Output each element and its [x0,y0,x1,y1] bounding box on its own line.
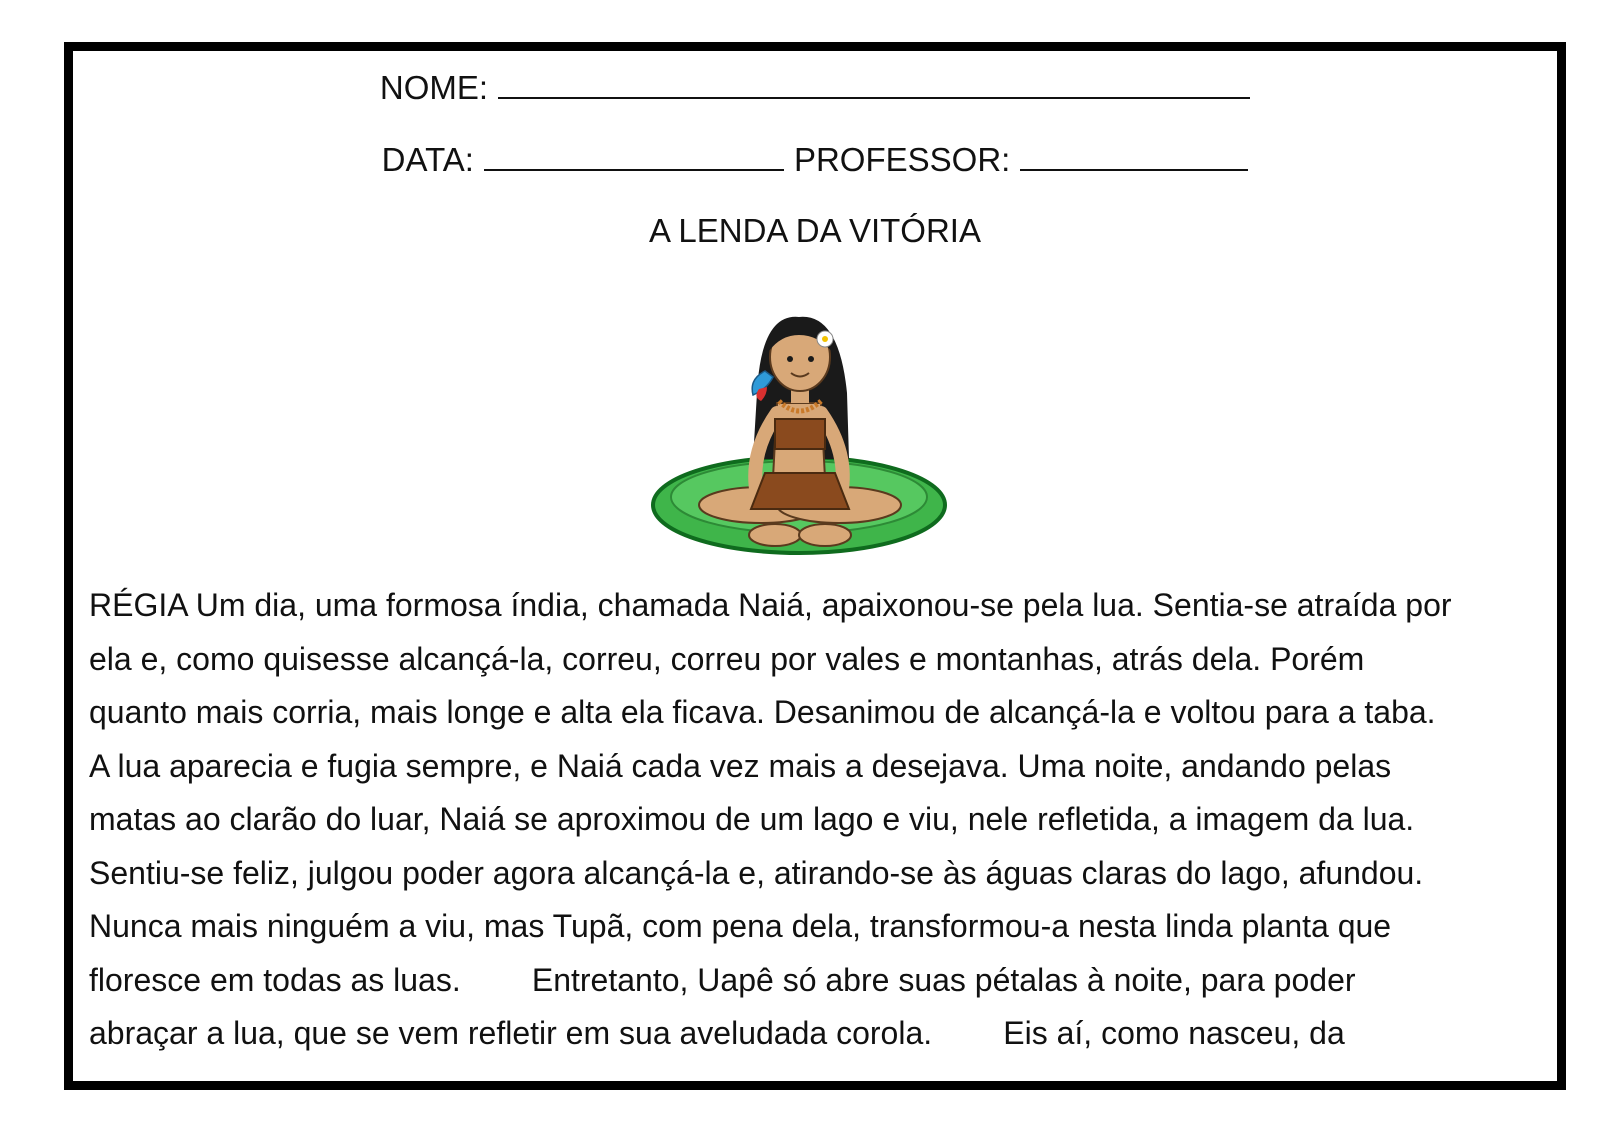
story-line: Nunca mais ninguém a viu, mas Tupã, com pena dela, transformou-a nesta linda planta que [89,908,1392,944]
story-line: RÉGIA Um dia, uma formosa índia, chamada Naiá, apaixonou-se pela lua. Sentia-se atraída por [89,587,1452,623]
teacher-label: PROFESSOR: [793,141,1011,178]
teacher-blank-line [1020,139,1248,171]
story-line: floresce em todas as luas. Entretanto, Uapê só abre suas pétalas à noite, para poder [89,961,1356,998]
left-foot [749,524,801,546]
date-teacher-row [73,139,1557,180]
story-line: quanto mais corria, mais longe e alta ela ficava. Desanimou de alcançá-la e voltou para a taba. [89,694,1436,730]
story-text [89,579,1559,1061]
story-line: A lua aparecia e fugia sempre, e Naiá cada vez mais a desejava. Uma noite, andando pelas [89,747,1392,784]
top-garment [775,419,825,449]
story-line: matas ao clarão do luar, Naiá se aproximou de um lago e viu, nele refletida, a imagem da lua. [89,801,1415,837]
story-line: abraçar a lua, que se vem refletir em sua aveludada corola. Eis aí, como nasceu, da [89,1015,1345,1051]
right-foot [799,524,851,546]
name-row [73,67,1557,108]
page-title: A LENDA DA VITÓRIA [649,212,981,249]
name-label: NOME: [379,69,489,106]
worksheet-frame [64,42,1566,1090]
story-line: Sentiu-se feliz, julgou poder agora alcançá-la e, atirando-se às águas claras do lago, afundou. [89,854,1424,891]
story-line: ela e, como quisesse alcançá-la, correu, correu por vales e montanhas, atrás dela. Porém [89,640,1365,677]
skirt-garment [751,473,849,509]
date-label: DATA: [381,141,474,178]
date-blank-line [484,139,784,171]
indigenous-girl-on-lily-pad-icon [649,273,969,563]
name-blank-line [498,67,1250,99]
